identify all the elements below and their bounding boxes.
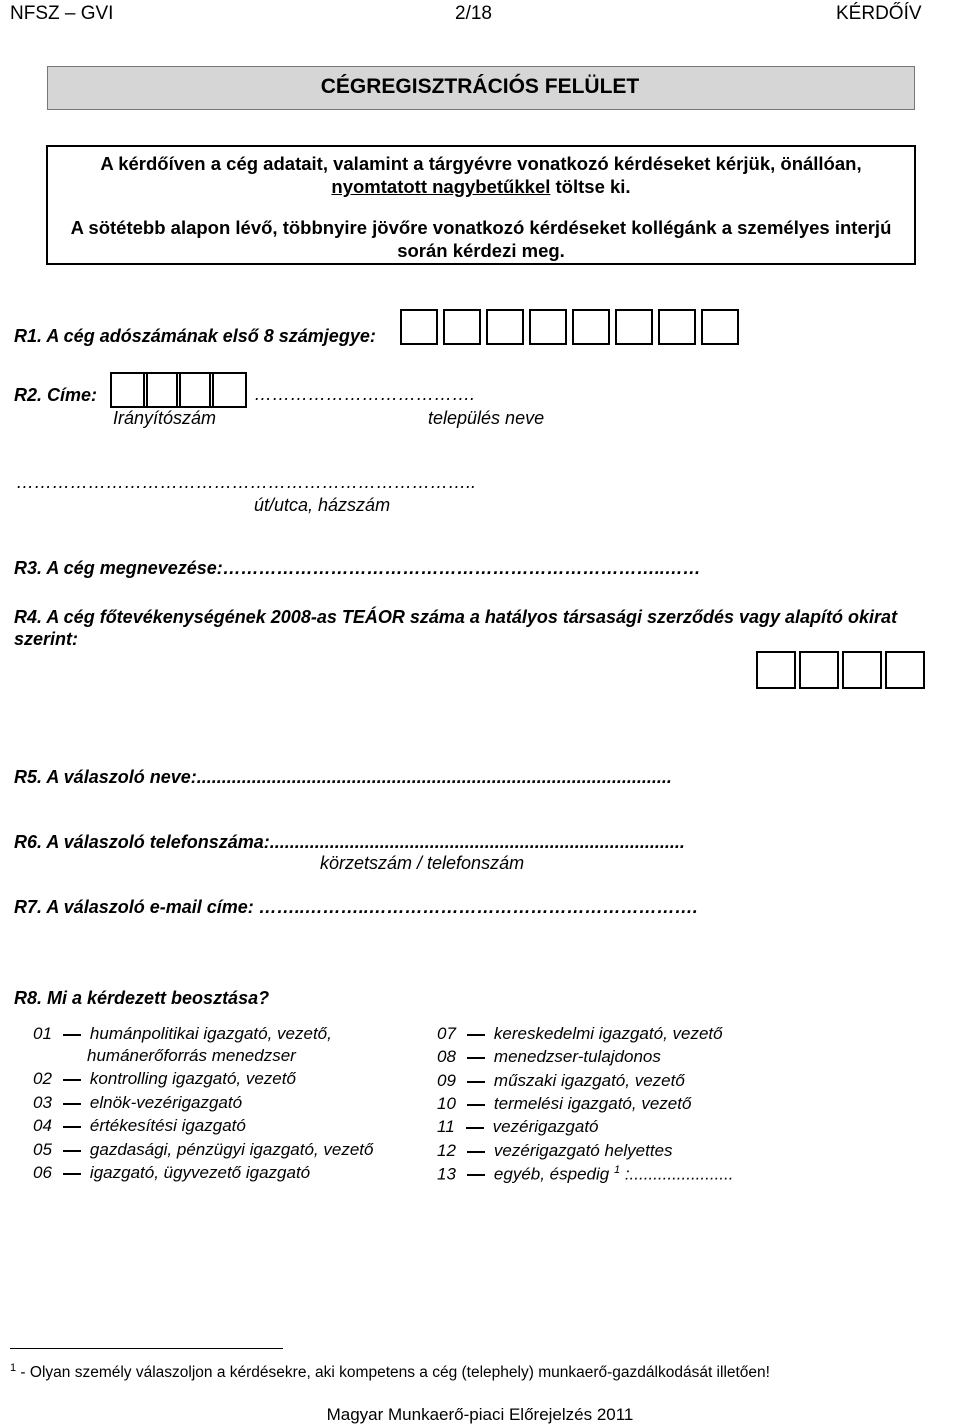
city-label: település neve xyxy=(428,408,545,428)
street-label: út/utca, házszám xyxy=(254,495,391,515)
option-code: 04 xyxy=(33,1116,52,1135)
instruction-line: A kérdőíven a cég adatait, valamint a tárgyévre vonatkozó kérdéseket kérjük, önállóan, xyxy=(100,153,862,174)
footnote-mark: 1 xyxy=(10,1362,17,1374)
phone-sublabel: körzetszám / telefonszám xyxy=(320,853,525,873)
option-code: 02 xyxy=(33,1069,52,1088)
option-03[interactable] xyxy=(33,1093,242,1113)
dash-icon xyxy=(63,1150,81,1152)
teaor-digit-box[interactable] xyxy=(799,651,839,689)
option-code: 09 xyxy=(437,1071,456,1090)
header-left: NFSZ – GVI xyxy=(10,3,114,24)
teaor-digit-box[interactable] xyxy=(842,651,882,689)
option-other-field[interactable]: :...................... xyxy=(620,1164,734,1184)
page-number: 2/18 xyxy=(455,3,492,24)
teaor-digit-box[interactable] xyxy=(756,651,796,689)
option-code: 11 xyxy=(437,1117,455,1136)
r7-email[interactable]: R7. A válaszoló e-mail címe: ……..………..………………………………………………. xyxy=(14,897,698,917)
page-title: CÉGREGISZTRÁCIÓS FELÜLET xyxy=(320,75,640,98)
tax-digit-box[interactable] xyxy=(443,309,481,345)
option-02[interactable] xyxy=(33,1069,296,1089)
option-01-cont: humánerőforrás menedzser xyxy=(87,1046,296,1065)
teaor-digit-box[interactable] xyxy=(885,651,925,689)
tax-digit-box[interactable] xyxy=(701,309,739,345)
r2-label: R2. Címe: xyxy=(14,385,98,405)
r6-phone[interactable]: R6. A válaszoló telefonszáma:................................................................................... xyxy=(14,832,685,852)
r4-label: R4. A cég főtevékenységének 2008-as TEÁOR száma a hatályos társasági szerződés vagy alapító okirat xyxy=(14,607,898,627)
footnote-divider xyxy=(10,1348,283,1349)
footer: Magyar Munkaerő-piaci Előrejelzés 2011 xyxy=(326,1405,634,1424)
instruction-line: során kérdezi meg. xyxy=(397,240,565,261)
instruction-emphasis: nyomtatott nagybetűkkel xyxy=(331,176,551,197)
dash-icon xyxy=(467,1104,485,1106)
dash-icon xyxy=(467,1151,485,1153)
option-11[interactable] xyxy=(437,1117,599,1137)
footnote-text: - Olyan személy válaszoljon a kérdésekre, aki kompetens a cég (telephely) munkaerő-gazdálkodását illetően! xyxy=(16,1364,770,1382)
dash-icon xyxy=(63,1103,81,1105)
option-04[interactable] xyxy=(33,1116,246,1136)
option-text: humánpolitikai igazgató, vezető, xyxy=(89,1024,332,1043)
r5-respondent-name[interactable]: R5. A válaszoló neve:............................................................................................... xyxy=(14,767,672,787)
street-field[interactable]: ………………………………………………………………….. xyxy=(16,472,477,492)
option-05[interactable] xyxy=(33,1140,373,1160)
instruction-line: A sötétebb alapon lévő, többnyire jövőre vonatkozó kérdéseket kollégánk a személyes interjú xyxy=(70,217,892,238)
option-text: értékesítési igazgató xyxy=(89,1116,246,1135)
option-01[interactable] xyxy=(33,1024,332,1044)
dash-icon xyxy=(467,1174,485,1176)
option-08[interactable] xyxy=(437,1047,661,1067)
dash-icon xyxy=(63,1126,81,1128)
tax-digit-box[interactable] xyxy=(615,309,653,345)
option-code: 03 xyxy=(33,1093,52,1112)
option-text: vezérigazgató xyxy=(492,1117,599,1136)
option-code: 08 xyxy=(437,1047,456,1066)
dash-icon xyxy=(63,1034,81,1036)
instruction-line xyxy=(48,175,914,198)
option-09[interactable] xyxy=(437,1071,685,1091)
option-12[interactable] xyxy=(437,1141,673,1161)
option-10[interactable] xyxy=(437,1094,691,1114)
option-text: elnök-vezérigazgató xyxy=(89,1093,243,1112)
option-06[interactable] xyxy=(33,1163,310,1183)
option-07[interactable] xyxy=(437,1024,723,1044)
tax-digit-box[interactable] xyxy=(529,309,567,345)
option-text: gazdasági, pénzügyi igazgató, vezető xyxy=(89,1140,374,1159)
option-text: műszaki igazgató, vezető xyxy=(493,1071,685,1090)
footnote xyxy=(10,1362,770,1382)
dash-icon xyxy=(467,1034,485,1036)
option-text: kontrolling igazgató, vezető xyxy=(89,1069,296,1088)
r8-label: R8. Mi a kérdezett beosztása? xyxy=(14,988,270,1008)
dash-icon xyxy=(467,1057,485,1059)
option-code: 12 xyxy=(437,1141,456,1160)
dash-icon xyxy=(63,1173,81,1175)
option-code: 05 xyxy=(33,1140,52,1159)
option-text: igazgató, ügyvezető igazgató xyxy=(89,1163,311,1182)
option-text: menedzser-tulajdonos xyxy=(493,1047,661,1066)
instruction-text: töltse ki. xyxy=(550,176,631,197)
option-code: 13 xyxy=(437,1164,456,1184)
dash-icon xyxy=(467,1081,485,1083)
tax-digit-box[interactable] xyxy=(486,309,524,345)
option-code: 06 xyxy=(33,1163,52,1182)
r4-label-cont: szerint: xyxy=(14,629,79,649)
city-field[interactable]: ………………………………. xyxy=(254,384,476,404)
option-code: 10 xyxy=(437,1094,456,1113)
postal-digit-box[interactable] xyxy=(209,372,247,408)
option-code: 07 xyxy=(437,1024,456,1043)
header-right: KÉRDŐÍV xyxy=(836,3,922,24)
tax-digit-box[interactable] xyxy=(658,309,696,345)
dash-icon xyxy=(63,1079,81,1081)
postal-code-label: Irányítószám xyxy=(113,408,217,428)
option-text: kereskedelmi igazgató, vezető xyxy=(493,1024,723,1043)
tax-digit-box[interactable] xyxy=(400,309,438,345)
option-text: termelési igazgató, vezető xyxy=(493,1094,692,1113)
option-code: 01 xyxy=(33,1024,52,1043)
option-13[interactable] xyxy=(437,1164,733,1185)
option-text: egyéb, éspedig xyxy=(493,1164,610,1184)
r3-company-name[interactable]: R3. A cég megnevezése:………………………………………………………………..…… xyxy=(14,558,701,578)
r1-label: R1. A cég adószámának első 8 számjegye: xyxy=(14,326,376,346)
tax-digit-box[interactable] xyxy=(572,309,610,345)
dash-icon xyxy=(466,1127,484,1129)
footnote-ref: 1 xyxy=(613,1164,621,1176)
option-text: vezérigazgató helyettes xyxy=(493,1141,673,1160)
